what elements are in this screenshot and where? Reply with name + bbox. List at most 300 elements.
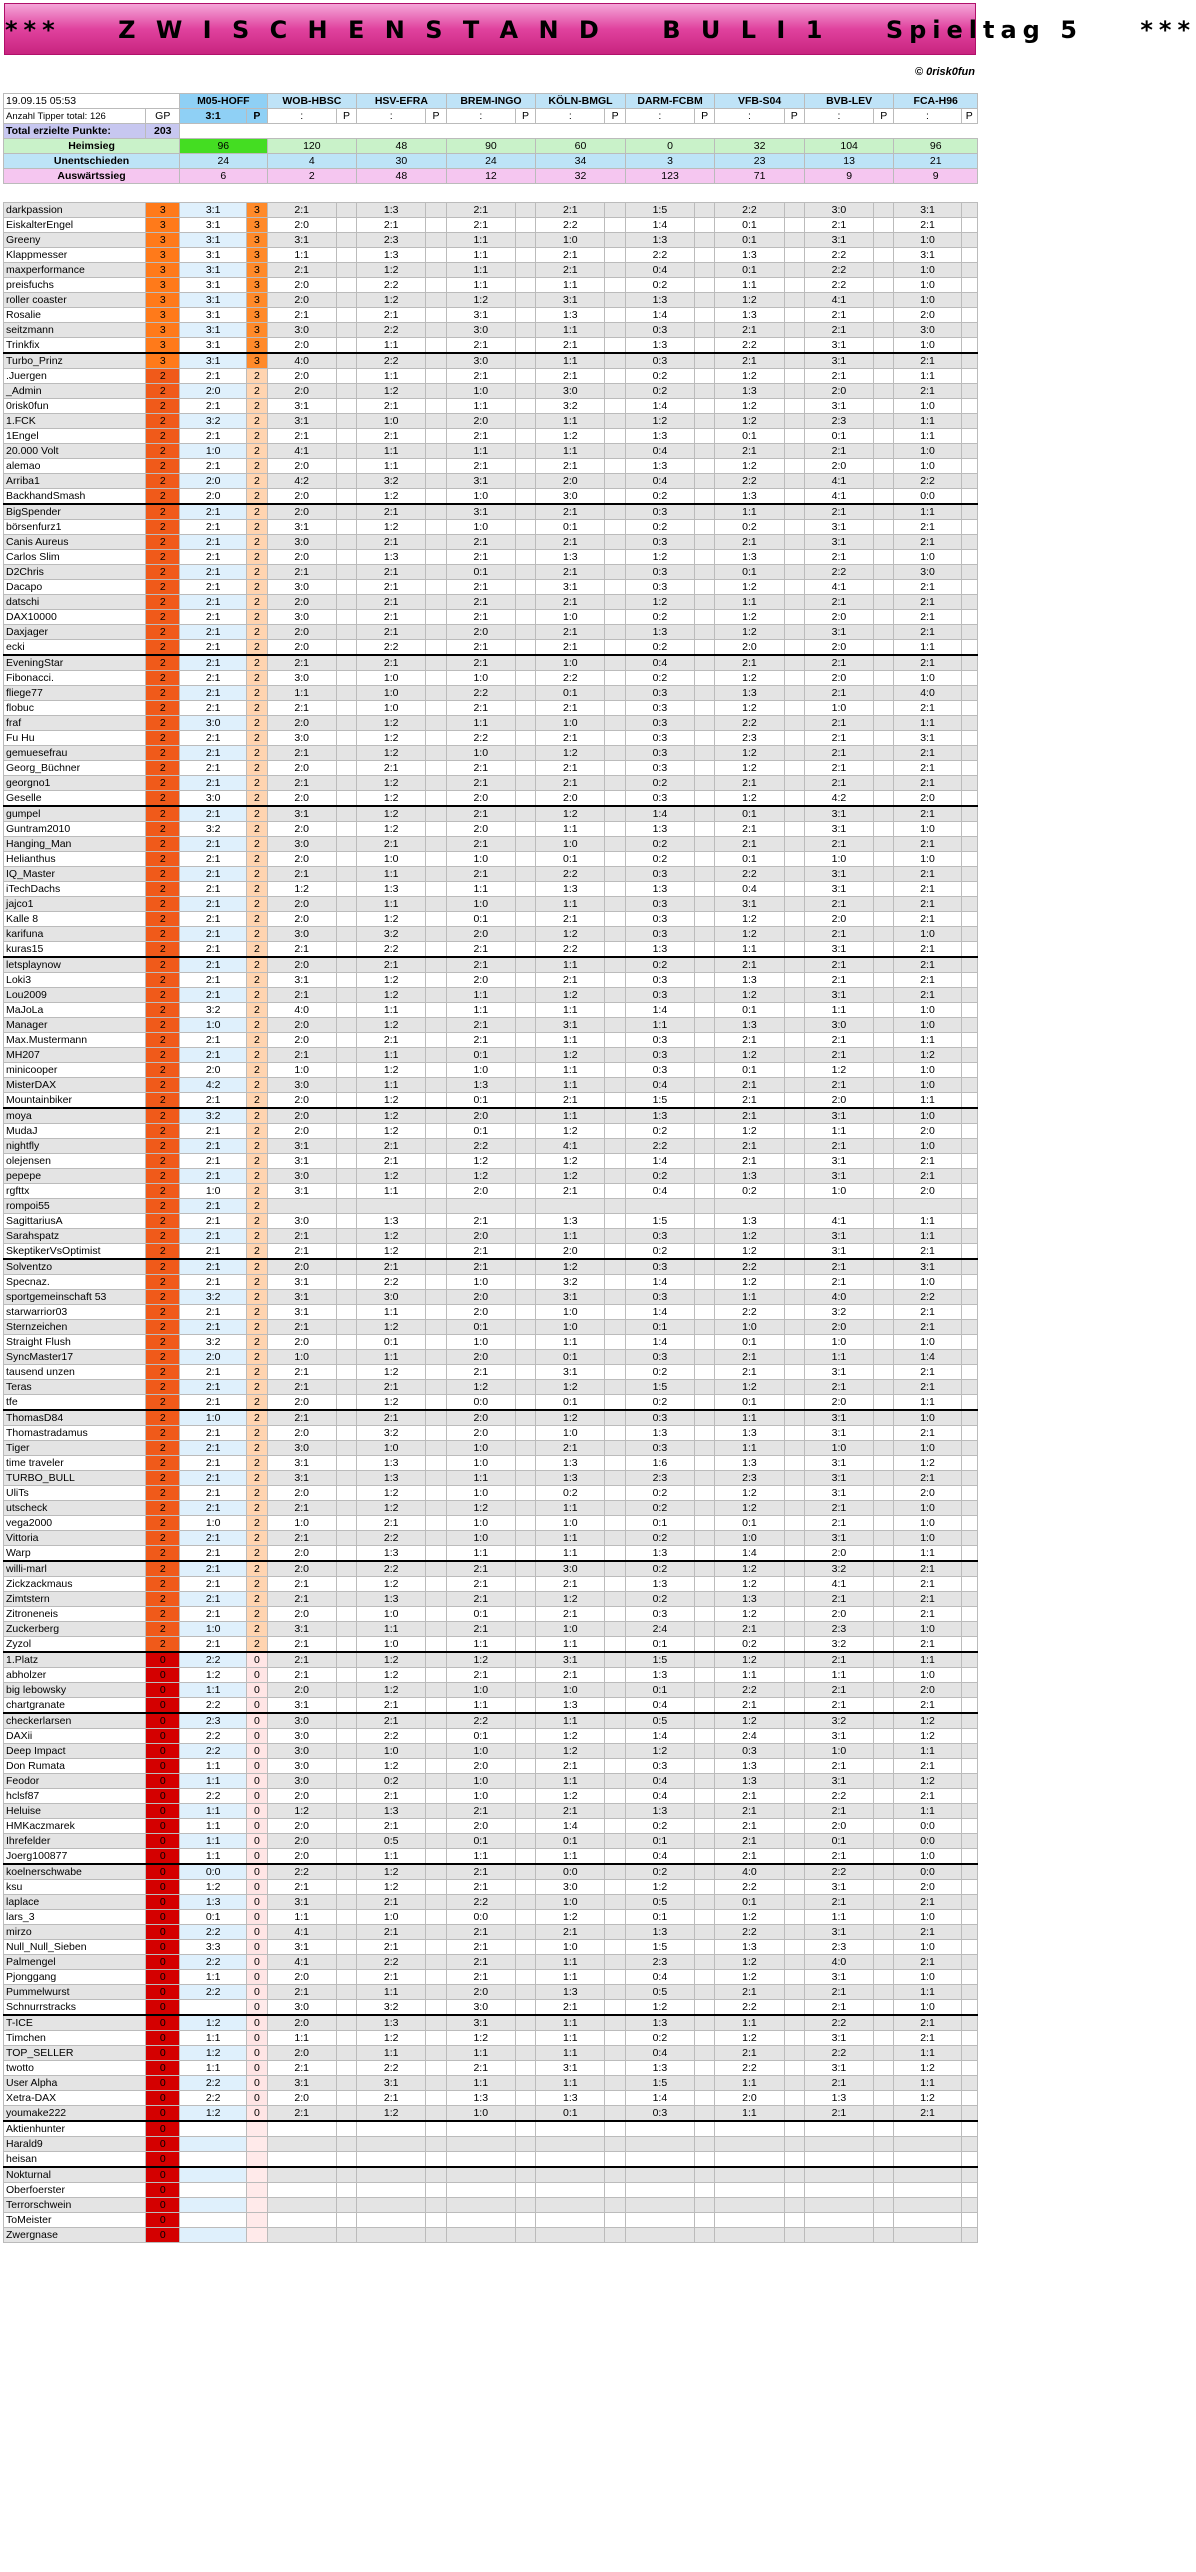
player-tip: 3:1 xyxy=(267,1471,336,1486)
player-gp: 2 xyxy=(146,912,180,927)
points-empty xyxy=(961,701,977,716)
player-row xyxy=(4,1335,978,1350)
total-spacer xyxy=(180,124,978,139)
player-row xyxy=(4,353,978,369)
player-row xyxy=(4,1395,978,1411)
player-tip: 1:1 xyxy=(446,1003,515,1018)
player-tip: 1:2 xyxy=(715,1955,784,1970)
points-empty xyxy=(426,1895,446,1910)
points-empty xyxy=(784,610,804,625)
points-empty xyxy=(336,1456,356,1471)
points-empty xyxy=(426,973,446,988)
player-gp: 2 xyxy=(146,1531,180,1546)
points-empty xyxy=(426,565,446,580)
player-tip: 1:4 xyxy=(625,2091,694,2106)
points-empty xyxy=(784,595,804,610)
player-gp: 3 xyxy=(146,248,180,263)
player-points: 2 xyxy=(247,1486,267,1501)
points-empty xyxy=(961,2076,977,2091)
player-tip: 0:2 xyxy=(625,1365,694,1380)
player-tip: 2:2 xyxy=(536,942,605,958)
player-gp: 2 xyxy=(146,973,180,988)
player-gp: 2 xyxy=(146,746,180,761)
player-tip: 2:0 xyxy=(804,610,873,625)
player-tip: 2:1 xyxy=(715,323,784,338)
player-tip: 3:0 xyxy=(267,2000,336,2016)
player-points: 0 xyxy=(247,1652,267,1668)
player-gp: 2 xyxy=(146,1501,180,1516)
player-gp: 0 xyxy=(146,2121,180,2137)
player-points: 3 xyxy=(247,338,267,354)
player-gp: 0 xyxy=(146,2061,180,2076)
player-tip: 2:0 xyxy=(267,1259,336,1275)
points-empty xyxy=(961,1637,977,1653)
player-points: 2 xyxy=(247,1063,267,1078)
player-tip: 1:1 xyxy=(894,1652,961,1668)
points-empty xyxy=(336,806,356,822)
match-result: : xyxy=(894,109,961,124)
player-tip: 2:1 xyxy=(804,746,873,761)
player-tip xyxy=(804,2183,873,2198)
points-empty xyxy=(515,384,535,399)
player-row xyxy=(4,1063,978,1078)
points-empty xyxy=(961,1456,977,1471)
player-gp: 2 xyxy=(146,1637,180,1653)
player-gp: 3 xyxy=(146,278,180,293)
player-tip: 2:0 xyxy=(267,640,336,656)
player-tip: 2:3 xyxy=(804,414,873,429)
points-empty xyxy=(605,1305,625,1320)
points-empty xyxy=(694,1184,714,1199)
player-tip: 1:3 xyxy=(715,1759,784,1774)
points-empty xyxy=(784,731,804,746)
player-tip: 1:1 xyxy=(446,988,515,1003)
player-name: flobuc xyxy=(4,701,146,716)
points-empty xyxy=(426,233,446,248)
player-tip xyxy=(357,2137,426,2152)
player-tip: 1:3 xyxy=(625,1577,694,1592)
player-tip: 2:2 xyxy=(715,1683,784,1698)
player-tip: 3:1 xyxy=(804,2061,873,2076)
points-empty xyxy=(694,293,714,308)
points-empty xyxy=(874,2183,894,2198)
player-tip: 1:3 xyxy=(357,550,426,565)
player-tip: 1:2 xyxy=(357,1759,426,1774)
points-empty xyxy=(336,671,356,686)
player-gp: 0 xyxy=(146,2183,180,2198)
player-points: 2 xyxy=(247,1426,267,1441)
player-gp: 2 xyxy=(146,957,180,973)
player-tip: 2:1 xyxy=(446,1940,515,1955)
player-tip: 1:2 xyxy=(715,791,784,807)
points-empty xyxy=(426,248,446,263)
points-empty xyxy=(336,1350,356,1365)
points-empty xyxy=(605,1275,625,1290)
points-empty xyxy=(605,1910,625,1925)
player-tip: 1:1 xyxy=(180,1774,247,1789)
player-tip: 1:2 xyxy=(536,806,605,822)
player-gp: 2 xyxy=(146,1063,180,1078)
player-tip: 1:0 xyxy=(804,701,873,716)
player-tip: 2:0 xyxy=(804,1093,873,1109)
player-tip: 2:0 xyxy=(267,1789,336,1804)
points-empty xyxy=(605,806,625,822)
points-empty xyxy=(336,1169,356,1184)
points-empty xyxy=(515,1033,535,1048)
player-tip: 2:1 xyxy=(894,2031,961,2046)
player-tip: 2:1 xyxy=(267,2061,336,2076)
points-empty xyxy=(874,580,894,595)
player-name: karifuna xyxy=(4,927,146,942)
player-points: 2 xyxy=(247,882,267,897)
points-empty xyxy=(784,323,804,338)
player-tip xyxy=(267,1199,336,1214)
points-empty xyxy=(515,882,535,897)
points-empty xyxy=(961,1486,977,1501)
points-empty xyxy=(874,338,894,354)
points-empty xyxy=(605,1516,625,1531)
player-tip: 2:1 xyxy=(180,1048,247,1063)
points-empty xyxy=(961,414,977,429)
points-empty xyxy=(336,2091,356,2106)
player-gp: 2 xyxy=(146,520,180,535)
points-empty xyxy=(515,776,535,791)
points-empty xyxy=(426,1516,446,1531)
player-tip: 2:2 xyxy=(715,1259,784,1275)
points-empty xyxy=(694,1335,714,1350)
player-tip: 2:1 xyxy=(894,806,961,822)
player-tip: 2:1 xyxy=(267,1668,336,1683)
points-empty xyxy=(515,1259,535,1275)
player-tip: 1:0 xyxy=(536,1516,605,1531)
player-tip: 3:1 xyxy=(804,882,873,897)
points-empty xyxy=(515,2167,535,2183)
points-empty xyxy=(336,1940,356,1955)
player-tip: 2:1 xyxy=(357,1713,426,1729)
player-tip: 2:1 xyxy=(267,655,336,671)
points-empty xyxy=(694,1501,714,1516)
player-name: rompoi55 xyxy=(4,1199,146,1214)
player-tip: 2:1 xyxy=(446,218,515,233)
player-name: Zickzackmaus xyxy=(4,1577,146,1592)
player-name: UliTs xyxy=(4,1486,146,1501)
player-row xyxy=(4,1592,978,1607)
points-empty xyxy=(694,338,714,354)
player-tip: 0:3 xyxy=(625,686,694,701)
player-tip: 0:2 xyxy=(625,1169,694,1184)
player-tip: 1:1 xyxy=(536,1774,605,1789)
points-empty xyxy=(336,338,356,354)
player-tip: 0:4 xyxy=(625,1774,694,1789)
points-empty xyxy=(784,1139,804,1154)
player-tip: 1:1 xyxy=(446,1546,515,1562)
points-empty xyxy=(694,1561,714,1577)
player-gp: 2 xyxy=(146,399,180,414)
player-points xyxy=(247,2228,267,2243)
player-tip: 1:1 xyxy=(357,338,426,354)
player-tip: 2:1 xyxy=(267,988,336,1003)
player-tip: 4:1 xyxy=(804,489,873,505)
player-tip: 2:4 xyxy=(715,1729,784,1744)
player-tip xyxy=(715,2183,784,2198)
player-tip: 2:1 xyxy=(267,1244,336,1260)
total-points-row xyxy=(4,124,978,139)
points-empty xyxy=(515,399,535,414)
player-tip: 1:1 xyxy=(357,1985,426,2000)
points-empty xyxy=(694,414,714,429)
points-empty xyxy=(784,1335,804,1350)
player-row xyxy=(4,1139,978,1154)
player-tip: 2:1 xyxy=(267,1531,336,1546)
player-row xyxy=(4,1895,978,1910)
points-empty xyxy=(515,1683,535,1698)
points-empty xyxy=(426,2121,446,2137)
points-empty xyxy=(336,504,356,520)
player-tip: 1:0 xyxy=(536,1622,605,1637)
points-empty xyxy=(874,1456,894,1471)
points-empty xyxy=(694,822,714,837)
stat-value: 34 xyxy=(536,154,626,169)
player-row xyxy=(4,1380,978,1395)
points-empty xyxy=(784,2015,804,2031)
player-tip: 1:1 xyxy=(715,278,784,293)
points-empty xyxy=(605,1078,625,1093)
player-tip: 2:0 xyxy=(267,897,336,912)
player-tip: 1:1 xyxy=(536,323,605,338)
player-points: 0 xyxy=(247,2076,267,2091)
points-empty xyxy=(961,308,977,323)
player-points: 2 xyxy=(247,1154,267,1169)
player-tip: 1:1 xyxy=(446,399,515,414)
player-tip: 2:1 xyxy=(357,1033,426,1048)
points-empty xyxy=(336,1305,356,1320)
player-points: 0 xyxy=(247,2091,267,2106)
points-empty xyxy=(336,927,356,942)
player-row xyxy=(4,1759,978,1774)
player-tip: 2:1 xyxy=(180,1305,247,1320)
player-points: 2 xyxy=(247,942,267,958)
player-tip: 0:2 xyxy=(625,1561,694,1577)
points-empty xyxy=(961,2183,977,2198)
player-name: TURBO_BULL xyxy=(4,1471,146,1486)
player-points: 2 xyxy=(247,1577,267,1592)
player-tip: 2:3 xyxy=(804,1940,873,1955)
points-empty xyxy=(605,1561,625,1577)
points-empty xyxy=(874,399,894,414)
points-empty xyxy=(784,338,804,354)
points-empty xyxy=(784,384,804,399)
points-empty xyxy=(336,2213,356,2228)
player-tip: 2:1 xyxy=(715,822,784,837)
player-tip: 3:1 xyxy=(180,353,247,369)
points-empty xyxy=(515,957,535,973)
points-empty xyxy=(874,444,894,459)
stat-value: 48 xyxy=(357,169,447,184)
points-empty xyxy=(515,263,535,278)
points-empty xyxy=(874,1637,894,1653)
player-tip: 2:1 xyxy=(180,535,247,550)
player-tip: 2:1 xyxy=(357,1940,426,1955)
player-name: vega2000 xyxy=(4,1516,146,1531)
player-tip xyxy=(536,2121,605,2137)
points-empty xyxy=(784,716,804,731)
player-tip: 1:3 xyxy=(357,2015,426,2031)
player-tip: 1:3 xyxy=(715,550,784,565)
player-tip: 1:0 xyxy=(804,1744,873,1759)
player-tip: 2:2 xyxy=(180,1955,247,1970)
points-empty xyxy=(784,2106,804,2122)
player-tip: 2:1 xyxy=(894,1154,961,1169)
player-gp: 2 xyxy=(146,429,180,444)
points-empty xyxy=(784,1410,804,1426)
player-tip: 1:3 xyxy=(715,489,784,505)
points-empty xyxy=(515,323,535,338)
player-gp: 0 xyxy=(146,2152,180,2168)
points-empty xyxy=(336,1244,356,1260)
player-gp: 2 xyxy=(146,640,180,656)
player-name: BigSpender xyxy=(4,504,146,520)
player-tip: 2:1 xyxy=(267,565,336,580)
player-tip: 2:1 xyxy=(267,776,336,791)
points-empty xyxy=(961,489,977,505)
player-tip: 2:1 xyxy=(715,444,784,459)
player-tip: 1:0 xyxy=(446,1683,515,1698)
points-empty xyxy=(784,1486,804,1501)
points-empty xyxy=(515,218,535,233)
points-empty xyxy=(961,218,977,233)
player-gp: 2 xyxy=(146,1577,180,1592)
player-row xyxy=(4,1486,978,1501)
player-tip: 1:2 xyxy=(894,1774,961,1789)
points-empty xyxy=(605,1139,625,1154)
points-empty xyxy=(961,1471,977,1486)
player-tip: 2:1 xyxy=(357,1925,426,1940)
player-tip: 1:1 xyxy=(357,1305,426,1320)
player-tip: 0:1 xyxy=(715,1895,784,1910)
points-empty xyxy=(336,565,356,580)
player-tip: 2:1 xyxy=(180,1456,247,1471)
player-tip: 2:0 xyxy=(267,761,336,776)
player-tip: 0:3 xyxy=(625,897,694,912)
player-tip: 1:4 xyxy=(625,1729,694,1744)
points-empty xyxy=(694,1531,714,1546)
points-empty xyxy=(874,2137,894,2152)
points-empty xyxy=(605,837,625,852)
player-tip xyxy=(357,2228,426,2243)
player-tip: 3:1 xyxy=(804,1169,873,1184)
points-empty xyxy=(515,625,535,640)
player-tip: 2:1 xyxy=(180,761,247,776)
player-tip: 2:1 xyxy=(180,942,247,958)
player-tip: 3:2 xyxy=(804,1637,873,1653)
player-tip xyxy=(804,2198,873,2213)
player-tip xyxy=(715,2198,784,2213)
player-tip: 2:2 xyxy=(357,1955,426,1970)
points-empty xyxy=(515,2121,535,2137)
player-tip: 0:1 xyxy=(715,565,784,580)
player-points: 2 xyxy=(247,1259,267,1275)
player-tip xyxy=(894,2167,961,2183)
player-tip: 2:1 xyxy=(446,1244,515,1260)
points-empty xyxy=(336,2076,356,2091)
points-empty xyxy=(605,263,625,278)
points-empty xyxy=(694,610,714,625)
points-empty xyxy=(694,1199,714,1214)
player-tip: 0:3 xyxy=(625,1033,694,1048)
player-tip: 1:2 xyxy=(715,1652,784,1668)
player-tip: 2:0 xyxy=(267,384,336,399)
player-tip: 0:0 xyxy=(446,1395,515,1411)
player-row xyxy=(4,1668,978,1683)
stat-value: 32 xyxy=(536,169,626,184)
player-tip: 2:2 xyxy=(357,323,426,338)
player-tip xyxy=(267,2198,336,2213)
player-tip: 0:4 xyxy=(625,1789,694,1804)
player-row xyxy=(4,988,978,1003)
player-row xyxy=(4,882,978,897)
points-empty xyxy=(694,263,714,278)
points-empty xyxy=(874,429,894,444)
player-tip: 0:2 xyxy=(625,369,694,384)
player-tip: 1:0 xyxy=(894,671,961,686)
player-tip: 2:1 xyxy=(536,625,605,640)
player-tip: 2:1 xyxy=(715,655,784,671)
player-tip: 2:1 xyxy=(180,882,247,897)
points-header: P xyxy=(874,109,894,124)
player-tip: 1:0 xyxy=(894,293,961,308)
player-name: fraf xyxy=(4,716,146,731)
player-tip: 3:1 xyxy=(804,988,873,1003)
points-empty xyxy=(784,1925,804,1940)
points-empty xyxy=(515,2091,535,2106)
player-tip: 2:1 xyxy=(267,429,336,444)
player-points: 2 xyxy=(247,1124,267,1139)
points-empty xyxy=(784,278,804,293)
player-gp: 2 xyxy=(146,837,180,852)
player-tip: 1:1 xyxy=(536,1637,605,1653)
player-tip: 1:3 xyxy=(625,429,694,444)
points-empty xyxy=(426,746,446,761)
player-tip: 1:1 xyxy=(894,1985,961,2000)
points-empty xyxy=(605,1759,625,1774)
points-empty xyxy=(336,1895,356,1910)
player-tip: 0:1 xyxy=(180,1910,247,1925)
player-name: EiskalterEngel xyxy=(4,218,146,233)
player-row xyxy=(4,308,978,323)
player-tip: 1:1 xyxy=(536,1063,605,1078)
player-points: 3 xyxy=(247,278,267,293)
points-empty xyxy=(694,1925,714,1940)
player-tip: 1:2 xyxy=(715,1607,784,1622)
points-empty xyxy=(515,444,535,459)
player-tip: 4:2 xyxy=(804,791,873,807)
points-empty xyxy=(874,1683,894,1698)
player-gp: 2 xyxy=(146,822,180,837)
player-tip: 1:3 xyxy=(446,2091,515,2106)
points-empty xyxy=(426,1124,446,1139)
points-empty xyxy=(515,1774,535,1789)
points-empty xyxy=(515,1607,535,1622)
player-tip: 1:0 xyxy=(180,1184,247,1199)
player-tip: 0:3 xyxy=(625,1048,694,1063)
player-tip: 2:3 xyxy=(804,1622,873,1637)
points-empty xyxy=(426,550,446,565)
player-tip: 2:1 xyxy=(715,1698,784,1714)
points-empty xyxy=(515,655,535,671)
player-tip: 1:1 xyxy=(357,1078,426,1093)
player-tip: 0:1 xyxy=(446,1048,515,1063)
player-row xyxy=(4,957,978,973)
